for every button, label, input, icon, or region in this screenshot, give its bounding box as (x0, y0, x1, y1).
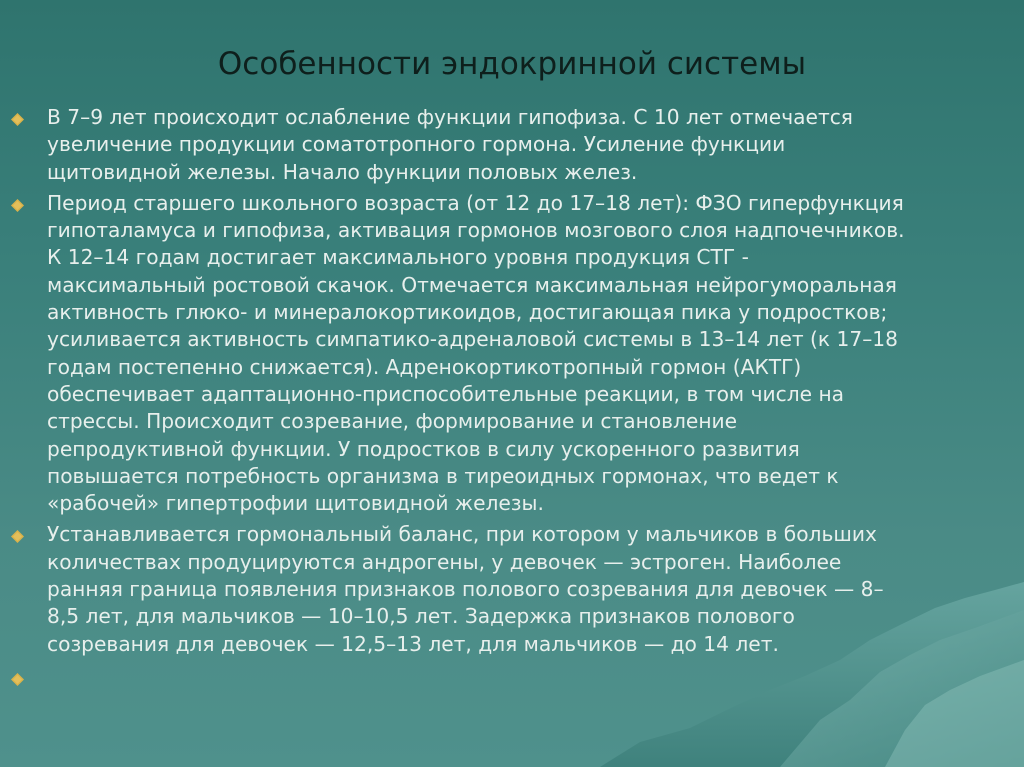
slide-title: Особенности эндокринной системы (217, 46, 807, 82)
diamond-bullet-icon (11, 673, 24, 686)
diamond-bullet-icon (11, 530, 24, 543)
bullet-item (0, 104, 1024, 186)
diamond-bullet-icon (11, 199, 24, 212)
bullet-item (0, 190, 1024, 518)
bullet-item (0, 521, 1024, 657)
diamond-bullet-icon (11, 113, 24, 126)
bullet-item-empty (0, 664, 1024, 694)
bullet-text: В 7–9 лет происходит ослабление функции гипофиза. С 10 лет отмечается увеличение продукции соматотропного гормона. Усиление функции щитовидной железы. Начало функции половых желез. (47, 105, 853, 184)
bullet-text: Устанавливается гормональный баланс, при котором у мальчиков в больших количествах продуцируются андрогены, у девочек — эстроген. Наиболее ранняя граница появления признаков полового созревания для девочек — 8– 8,5 лет, для мальчиков — 10–10,5 лет. Задержка признаков полового созревания для девочек — 12,5–13 лет, для мальчиков — до 14 лет. (47, 522, 884, 656)
bullet-list (0, 104, 1024, 698)
bullet-text: Период старшего школьного возраста (от 12 до 17–18 лет): ФЗО гиперфункция гипоталамуса и гипофиза, активация гормонов мозгового слоя надпочечников. К 12–14 годам достигает максимального уровня продукция СТГ - максимальный ростовой скачок. Отмечается максимальная нейрогуморальная активность глюко- и минералокортикоидов, достигающая пика у подростков; усиливается активность симпатико-адреналовой системы в 13–14 лет (к 17–18 годам постепенно снижается). Адренокортикотропный гормон (АКТГ) обеспечивает адаптационно-приспособительные реакции, в том числе на стрессы. Происходит созревание, формирование и становление репродуктивной функции. У подростков в силу ускоренного развития повышается потребность организма в тиреоидных гормонах, что ведет к «рабочей» гипертрофии щитовидной железы. (47, 190, 905, 516)
